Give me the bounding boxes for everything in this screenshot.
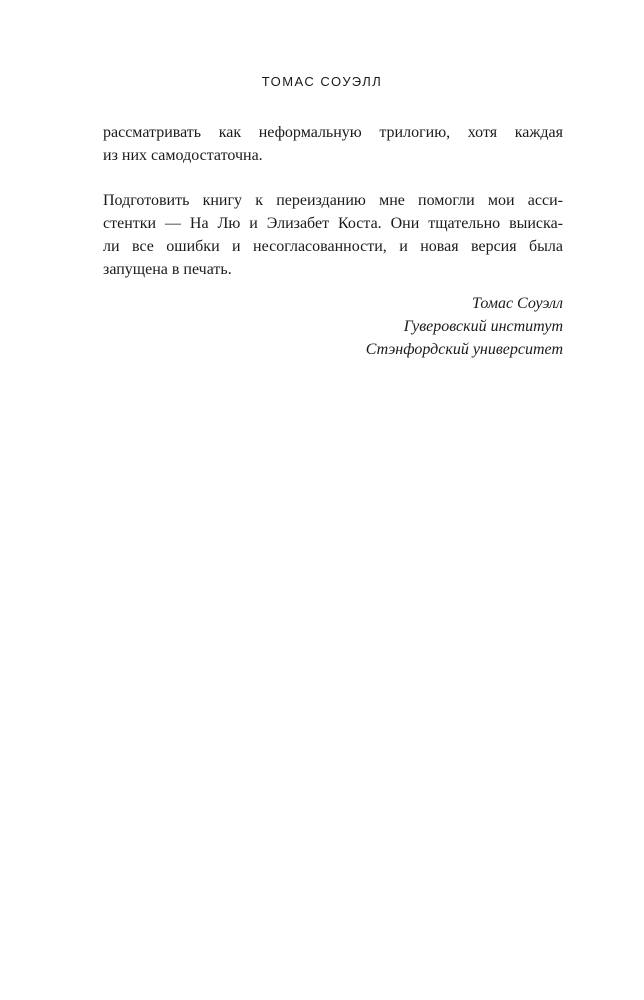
author-institution: Гуверовский институт (403, 318, 563, 335)
signature-block (103, 292, 563, 361)
author-name: Томас Соуэлл (472, 295, 563, 312)
page-body (103, 121, 563, 361)
text-line: из них самодостаточна. (103, 147, 263, 164)
running-head-title: ТОМАС СОУЭЛЛ (261, 74, 383, 89)
text-line: стентки — На Лю и Элизабет Коста. Они тщательно выиска- (103, 215, 563, 232)
text-line: запущена в печать. (103, 261, 232, 278)
paragraph (103, 189, 563, 281)
text-line: Подготовить книгу к переизданию мне помогли мои асси- (103, 192, 563, 209)
paragraph-spacer (103, 167, 563, 189)
text-line: ли все ошибки и несогласованности, и новая версия была (103, 238, 563, 255)
paragraph (103, 121, 563, 167)
text-line: рассматривать как неформальную трилогию, хотя каждая (103, 124, 563, 141)
author-university: Стэнфордский университет (365, 341, 563, 358)
